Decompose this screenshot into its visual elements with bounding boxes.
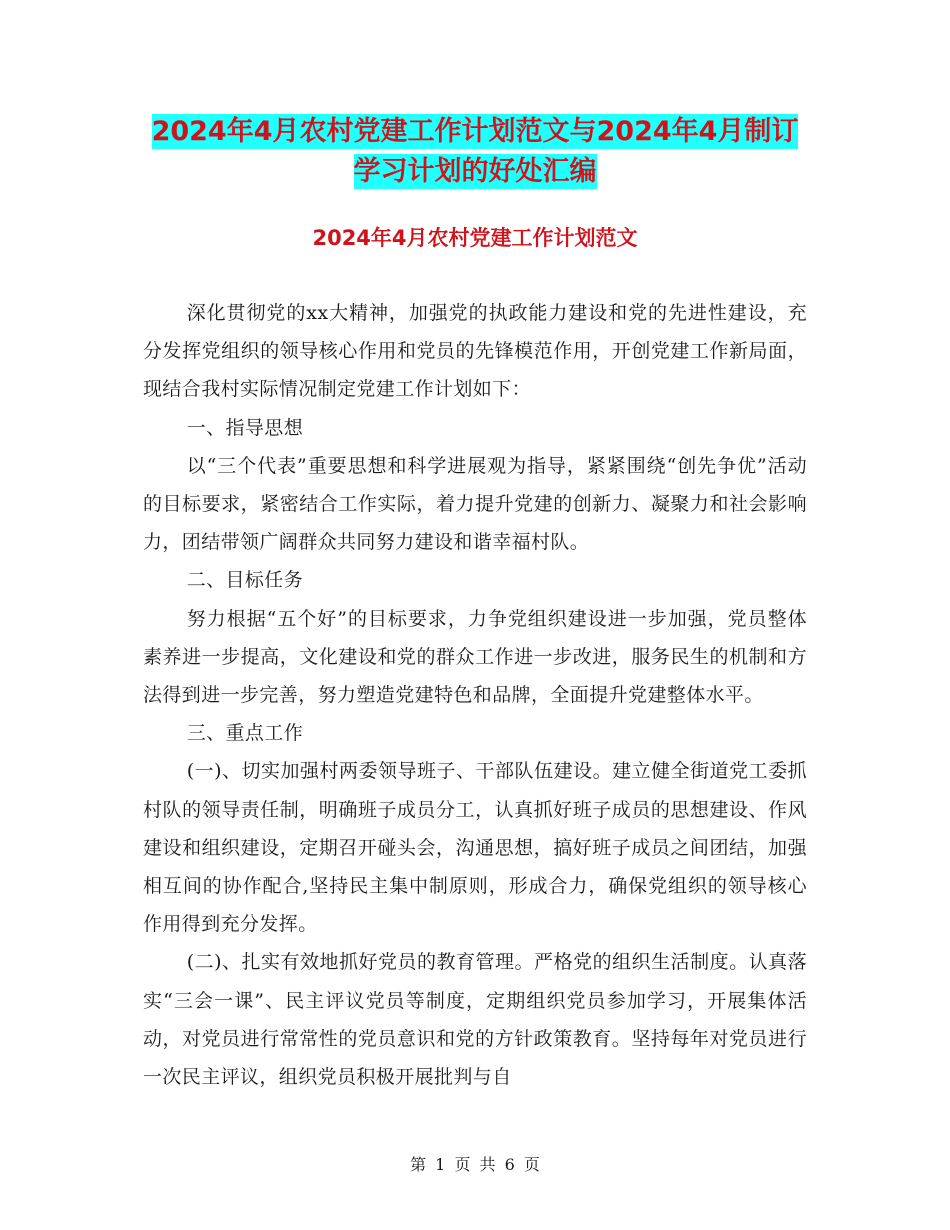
heading-key-work: 三、重点工作 xyxy=(186,722,304,745)
document-title-line1: 2024年4月农村党建工作计划范文与2024年4月制订 xyxy=(151,116,799,147)
paragraph-goals: 努力根据“五个好”的目标要求，力争党组织建设进一步加强，党员整体素养进一步提高，文化建设和党的群众工作进一步改进，服务民生的机制和方法得到进一步完善，努力塑造党建特色和品牌，全面提升党建整体水平。 xyxy=(143,607,807,707)
heading-goals: 二、目标任务 xyxy=(186,569,304,592)
document-title xyxy=(0,112,950,192)
document-title-line2: 学习计划的好处汇编 xyxy=(353,156,597,187)
paragraph-guiding-ideology: 以“三个代表”重要思想和科学进展观为指导，紧紧围绕“创先争优”活动的目标要求，紧密结合工作实际，着力提升党建的创新力、凝聚力和社会影响力，团结带领广阔群众共同努力建设和谐幸福村队。 xyxy=(143,454,807,554)
page-footer: 第 1 页 共 6 页 xyxy=(410,1155,540,1174)
paragraph-intro: 深化贯彻党的xx大精神，加强党的执政能力建设和党的先进性建设，充分发挥党组织的领导核心作用和党员的先锋模范作用，开创党建工作新局面，现结合我村实际情况制定党建工作计划如下： xyxy=(143,302,807,401)
document-body xyxy=(143,294,807,1096)
paragraph-key-work-1: (一)、切实加强村两委领导班子、干部队伍建设。建立健全街道党工委抓村队的领导责任制，明确班子成员分工，认真抓好班子成员的思想建设、作风建设和组织建设，定期召开碰头会，沟通思想，搞好班子成员之间团结，加强相互间的协作配合,坚持民主集中制原则，形成合力，确保党组织的领导核心作用得到充分发挥。 xyxy=(143,760,807,936)
section-title: 2024年4月农村党建工作计划范文 xyxy=(312,226,638,250)
heading-guiding-ideology: 一、指导思想 xyxy=(186,416,304,439)
paragraph-key-work-2: (二)、扎实有效地抓好党员的教育管理。严格党的组织生活制度。认真落实“三会一课”、民主评议党员等制度，定期组织党员参加学习，开展集体活动，对党员进行常常性的党员意识和党的方针政策教育。坚持每年对党员进行一次民主评议，组织党员积极开展批判与自 xyxy=(143,951,807,1089)
